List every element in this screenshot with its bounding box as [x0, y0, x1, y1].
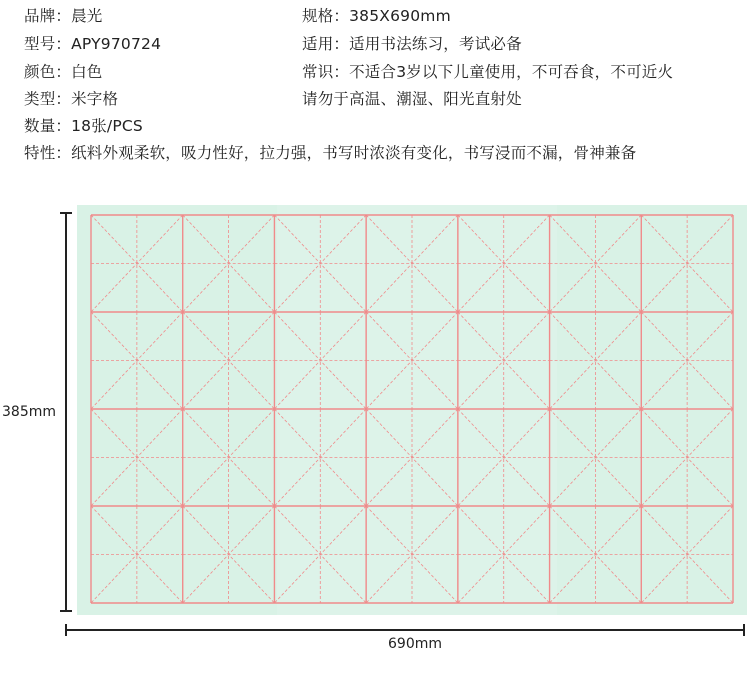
width-dimension-line: [66, 629, 744, 631]
width-dimension-label: 690mm: [388, 636, 442, 652]
spec-value: 纸料外观柔软，吸力性好，拉力强，书写时浓淡有变化，书写浸而不漏，骨神兼备: [71, 144, 637, 162]
height-dimension-cap-top: [60, 212, 72, 214]
spec-value: APY970724: [71, 35, 162, 53]
height-dimension-label: 385mm: [2, 404, 56, 420]
spec-label: 适用：: [302, 35, 350, 53]
spec-notice-line2: [302, 89, 522, 109]
spec-notice: [302, 62, 673, 82]
spec-features: [24, 143, 636, 163]
spec-value: 晨光: [71, 7, 103, 25]
spec-quantity: [24, 116, 143, 136]
spec-label: 品牌：: [24, 7, 72, 25]
spec-label: 数量：: [24, 117, 72, 135]
width-dimension-cap-left: [65, 624, 67, 636]
calligraphy-paper: [77, 205, 747, 615]
spec-value: 适用书法练习，考试必备: [349, 35, 522, 53]
spec-label: 颜色：: [24, 63, 72, 81]
spec-size: [302, 6, 451, 26]
spec-color: [24, 62, 103, 82]
spec-label: 类型：: [24, 90, 72, 108]
spec-value: 385X690mm: [349, 7, 451, 25]
spec-label: 常识：: [302, 63, 350, 81]
height-dimension-cap-bottom: [60, 610, 72, 612]
width-dimension-cap-right: [743, 624, 745, 636]
spec-label: 型号：: [24, 35, 72, 53]
spec-value: 请勿于高温、潮湿、阳光直射处: [302, 90, 522, 108]
spec-usage: [302, 34, 522, 54]
spec-value: 18张/PCS: [71, 117, 143, 135]
spec-brand: [24, 6, 103, 26]
spec-type: [24, 89, 118, 109]
spec-value: 米字格: [71, 90, 119, 108]
spec-label: 特性：: [24, 144, 72, 162]
spec-model: [24, 34, 161, 54]
spec-value: 白色: [71, 63, 103, 81]
spec-label: 规格：: [302, 7, 350, 25]
height-dimension-line: [65, 213, 67, 611]
spec-value: 不适合3岁以下儿童使用，不可吞食，不可近火: [349, 63, 674, 81]
